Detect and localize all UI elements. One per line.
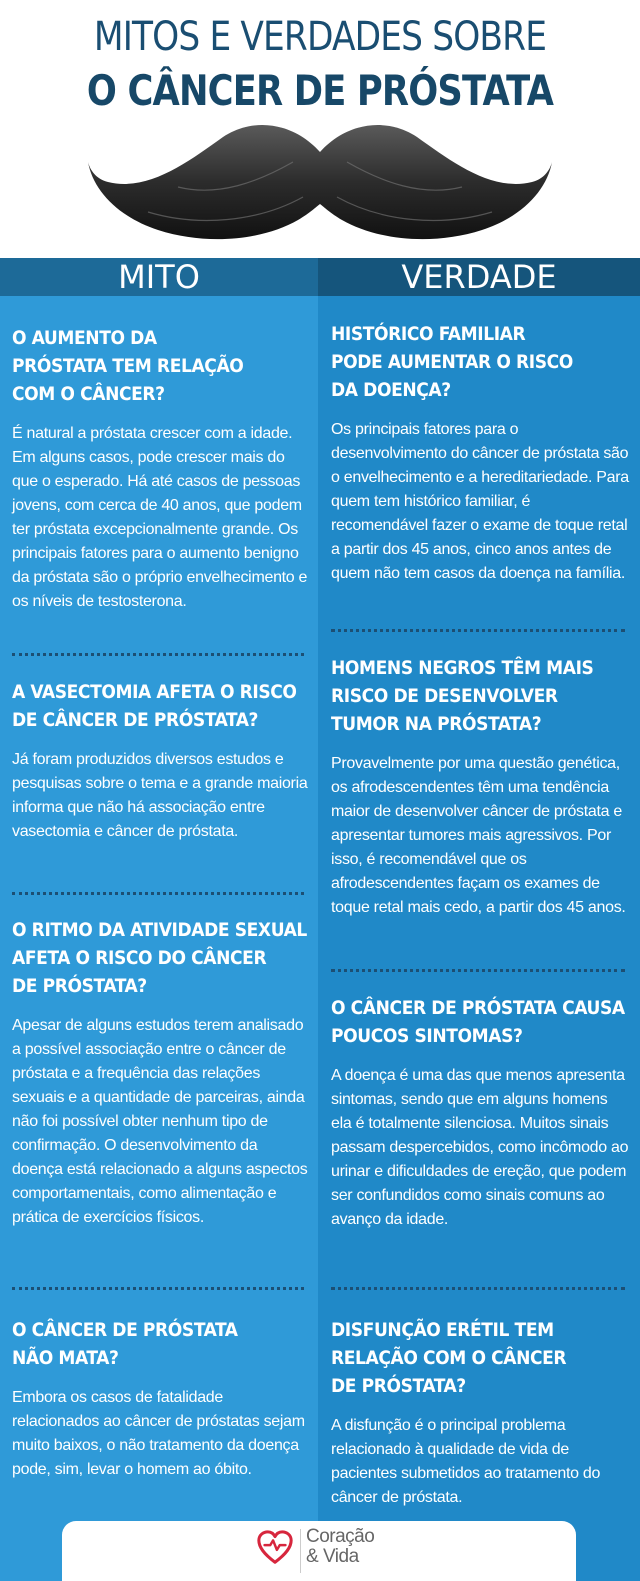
mito-question: A VASECTOMIA AFETA O RISCO DE CÂNCER DE PRÓSTATA? (12, 681, 297, 731)
mito-item (12, 324, 312, 614)
logo-line-2: & Vida (306, 1546, 359, 1567)
title-line-2: O CÂNCER DE PRÓSTATA (86, 66, 554, 115)
verdade-answer: Provavelmente por uma questão genética, os afrodescendentes têm uma tendência maior de desenvolver câncer de próstata e apresentar tumores mais agressivos. Por isso, é recomendável que os afrodescendentes façam os exames de toque retal mais cedo, a partir dos 45 anos. (331, 755, 626, 916)
logo-divider (300, 1529, 301, 1573)
divider (12, 892, 304, 895)
verdade-column (318, 296, 640, 1581)
verdade-question: DISFUNÇÃO ERÉTIL TEM RELAÇÃO COM O CÂNCER DE PRÓSTATA? (331, 1319, 567, 1397)
logo-line-1: Coração (306, 1526, 375, 1547)
logo-text (306, 1527, 374, 1567)
divider (12, 1287, 304, 1290)
header (0, 0, 640, 258)
mito-item (12, 916, 312, 1230)
mito-answer: Já foram produzidos diversos estudos e pesquisas sobre o tema e a grande maioria informa que não há associação entre vasectomia e câncer de próstata. (12, 751, 308, 840)
title-line-1: MITOS E VERDADES SOBRE (93, 14, 547, 60)
mito-question: O RITMO DA ATIVIDADE SEXUAL AFETA O RISCO DO CÂNCER DE PRÓSTATA? (12, 919, 307, 997)
divider (331, 969, 625, 972)
verdade-item (331, 320, 631, 586)
mito-column-header: MITO (0, 258, 318, 296)
mustache-icon (88, 112, 552, 252)
divider (331, 629, 625, 632)
verdade-answer: A doença é uma das que menos apresenta sintomas, sendo que em alguns homens ela é totalmente silenciosa. Muitos sinais passam despercebidos, como incômodo ao urinar e dificuldades de ereção, que podem ser confundidos como sinais comuns ao avanço da idade. (331, 1067, 629, 1228)
divider (331, 1287, 625, 1290)
divider (12, 653, 304, 656)
verdade-answer: A disfunção é o principal problema relacionado à qualidade de vida de pacientes submetidos ao tratamento do câncer de próstata. (331, 1417, 601, 1506)
heart-icon (256, 1529, 294, 1567)
mito-item (12, 1316, 312, 1482)
verdade-answer: Os principais fatores para o desenvolvimento do câncer de próstata são o envelhecimento e a hereditariedade. Para quem tem histórico familiar, é recomendável fazer o exame de toque retal a partir dos 45 anos, cinco anos antes de quem não tem casos da doença na família. (331, 421, 629, 582)
mito-answer: Embora os casos de fatalidade relacionados ao câncer de próstatas sejam muito baixos, o não tratamento da doença pode, sim, levar o homem ao óbito. (12, 1389, 305, 1478)
verdade-question: O CÂNCER DE PRÓSTATA CAUSA POUCOS SINTOMAS? (331, 997, 625, 1047)
verdade-item (331, 654, 631, 920)
verdade-question: HOMENS NEGROS TÊM MAIS RISCO DE DESENVOLVER TUMOR NA PRÓSTATA? (331, 657, 594, 735)
mito-answer: Apesar de alguns estudos terem analisado a possível associação entre o câncer de próstata e a frequência das relações sexuais e a quantidade de parceiras, ainda não foi possível obter nenhum tipo de confirmação. O desenvolvimento da doença está relacionado a alguns aspectos comportamentais, como alimentação e prática de exercícios físicos. (12, 1017, 308, 1226)
footer-logo-area (62, 1521, 576, 1581)
verdade-item (331, 994, 631, 1232)
mito-item (12, 678, 312, 844)
verdade-item (331, 1316, 631, 1510)
mito-answer: É natural a próstata crescer com a idade. Em alguns casos, pode crescer mais do que o esperado. Há até casos de pessoas jovens, com cerca de 40 anos, que podem ter próstata excepcionalmente grande. Os principais fatores para o aumento benigno da próstata são o próprio envelhecimento e os níveis de testosterona. (12, 425, 308, 610)
verdade-question: HISTÓRICO FAMILIAR PODE AUMENTAR O RISCO DA DOENÇA? (331, 323, 573, 401)
mito-column (0, 296, 318, 1581)
mito-question: O CÂNCER DE PRÓSTATA NÃO MATA? (12, 1319, 238, 1369)
verdade-column-header: VERDADE (318, 258, 640, 296)
mito-question: O AUMENTO DA PRÓSTATA TEM RELAÇÃO COM O CÂNCER? (12, 327, 244, 405)
